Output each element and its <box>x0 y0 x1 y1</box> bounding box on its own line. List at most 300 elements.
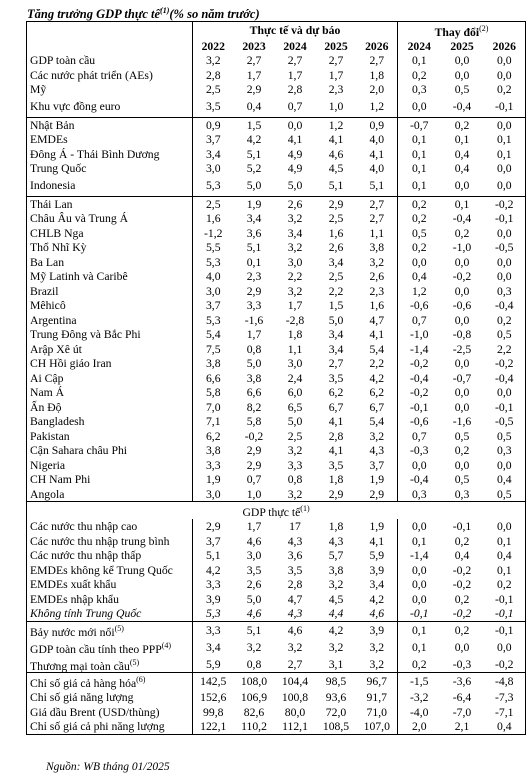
value-cell: 3,3 <box>205 578 221 592</box>
section-subheader-body <box>27 502 526 519</box>
header-actual-forecast: Thực tế và dự báo <box>193 22 398 39</box>
change-cell: 0,0 <box>484 117 526 132</box>
value-cell: 5,1 <box>205 549 221 563</box>
value-cell: 3,0 <box>287 357 303 371</box>
change-cell: 0,0 <box>484 68 526 83</box>
value-cell: 5,0 <box>246 592 262 606</box>
gdp-growth-table <box>26 21 526 735</box>
value-cell: 4,1 <box>357 327 398 342</box>
value-cell: 5,4 <box>357 342 398 357</box>
value-cell: 0,8 <box>246 657 262 671</box>
header-year-actual: 2026 <box>357 39 398 54</box>
value-cell: 3,4 <box>328 328 344 342</box>
value-cell: 2,6 <box>328 241 344 255</box>
value-cell: 3,2 <box>357 639 398 656</box>
change-cell: 0,4 <box>454 162 470 176</box>
value-cell: 3,4 <box>205 147 221 161</box>
row-label: Giá dầu Brent (USD/thùng) <box>27 705 193 720</box>
change-cell: 0,0 <box>484 255 526 270</box>
value-cell: 3,2 <box>328 578 344 592</box>
table-row <box>27 472 526 487</box>
change-cell: -6,4 <box>452 691 472 705</box>
change-cell: 0,0 <box>454 54 470 68</box>
value-cell: 5,7 <box>328 549 344 563</box>
change-cell: 0,1 <box>411 179 427 193</box>
value-cell: 4,4 <box>328 607 344 621</box>
value-cell: 2,3 <box>357 284 398 299</box>
value-cell: 5,1 <box>234 621 275 638</box>
value-cell: 2,7 <box>246 54 262 68</box>
value-cell: 71,0 <box>357 705 398 720</box>
table-row <box>27 719 526 734</box>
change-cell: -1,0 <box>452 241 472 255</box>
value-cell: 6,5 <box>287 400 303 414</box>
value-cell: 3,0 <box>205 284 221 298</box>
change-cell: -1,5 <box>398 673 441 690</box>
value-cell: 110,2 <box>234 719 275 734</box>
change-cell: 0,0 <box>454 284 470 298</box>
value-cell: 1,2 <box>357 97 398 118</box>
change-cell: 0,0 <box>454 400 470 414</box>
value-cell: 5,9 <box>357 548 398 563</box>
change-cell: 0,2 <box>484 82 526 97</box>
value-cell: 3,9 <box>357 563 398 578</box>
change-cell: 0,0 <box>454 458 470 472</box>
table-row <box>27 97 526 118</box>
value-cell: 106,9 <box>240 691 268 705</box>
value-cell: 4,0 <box>357 161 398 176</box>
table-row <box>27 196 526 211</box>
header-year-change: 2024 <box>407 39 431 53</box>
value-cell: 3,1 <box>328 657 344 671</box>
value-cell: 2,7 <box>328 357 344 371</box>
row-label: Chỉ số giá năng lượng <box>27 690 193 705</box>
change-cell: 0,7 <box>411 313 427 327</box>
change-cell: -0,2 <box>410 357 429 371</box>
value-cell: 2,7 <box>287 657 303 671</box>
row-label: EMDEs không kể Trung Quốc <box>27 563 193 578</box>
table-row <box>27 313 526 328</box>
change-cell: -0,1 <box>484 592 526 607</box>
value-cell: 2,8 <box>287 578 303 592</box>
value-cell: 2,5 <box>287 429 303 443</box>
change-cell: 0,4 <box>411 270 427 284</box>
value-cell: 4,7 <box>357 313 398 328</box>
value-cell: 3,2 <box>205 54 221 68</box>
value-cell: 3,0 <box>246 549 262 563</box>
change-cell: 0,4 <box>454 549 470 563</box>
value-cell: 4,5 <box>328 162 344 176</box>
value-cell: 4,1 <box>328 415 344 429</box>
value-cell: 3,8 <box>246 371 262 385</box>
value-cell: 3,8 <box>357 240 398 255</box>
change-cell: -0,6 <box>452 299 472 313</box>
title-footnote: (1) <box>160 6 170 15</box>
value-cell: 108,5 <box>316 719 357 734</box>
value-cell: 8,2 <box>246 400 262 414</box>
change-cell: 0,4 <box>484 719 526 734</box>
change-cell: -0,3 <box>452 657 472 671</box>
change-cell: 0,5 <box>411 226 427 240</box>
change-cell: 0,2 <box>411 212 427 226</box>
value-cell: 3,4 <box>287 226 303 240</box>
row-label: Các nước thu nhập trung bình <box>27 534 193 549</box>
value-cell: 2,7 <box>357 196 398 211</box>
value-cell: 3,2 <box>357 255 398 270</box>
value-cell: 4,2 <box>357 592 398 607</box>
table-row <box>27 342 526 357</box>
row-label: GDP toàn cầu tính theo PPP$^{(4)}$ <box>27 639 193 656</box>
value-cell: 2,2 <box>328 284 344 298</box>
row-label: CH Nam Phi <box>27 472 193 487</box>
row-label: Ba Lan <box>27 255 193 270</box>
value-cell: 4,6 <box>246 607 262 621</box>
value-cell: 0,1 <box>246 255 262 269</box>
table-row <box>27 117 526 132</box>
table-row <box>27 487 526 502</box>
table-row <box>27 211 526 226</box>
value-cell: 1,5 <box>328 299 344 313</box>
value-cell: 3,2 <box>287 212 303 226</box>
change-cell: -0,1 <box>484 211 526 226</box>
change-cell: 0,0 <box>454 68 470 82</box>
header-year-label-cell <box>27 39 193 54</box>
change-cell: -0,2 <box>410 386 429 400</box>
value-cell: 3,9 <box>357 621 398 638</box>
value-cell: 7,1 <box>205 415 221 429</box>
value-cell: 3,7 <box>357 458 398 473</box>
value-cell: 4,3 <box>287 534 303 548</box>
section-main-body <box>27 53 526 502</box>
change-cell: -0,4 <box>452 100 472 114</box>
value-cell: 6,2 <box>357 385 398 400</box>
change-cell: 0,0 <box>484 458 526 473</box>
value-cell: 91,7 <box>357 690 398 705</box>
title-text: Tăng trưởng GDP thực tế <box>27 7 161 22</box>
table-row <box>27 82 526 97</box>
value-cell: 5,1 <box>246 241 262 255</box>
value-cell: 100,8 <box>281 691 309 705</box>
value-cell: 5,5 <box>205 241 221 255</box>
value-cell: 1,6 <box>328 226 344 240</box>
table-row <box>27 176 526 197</box>
change-cell: 0,0 <box>484 176 526 197</box>
table-row <box>27 563 526 578</box>
value-cell: 2,2 <box>357 356 398 371</box>
row-label: Arập Xê út <box>27 342 193 357</box>
value-cell: 2,7 <box>287 54 303 68</box>
change-cell: 0,1 <box>484 534 526 549</box>
value-cell: 1,8 <box>357 68 398 83</box>
value-cell: 6,7 <box>357 400 398 415</box>
table-row <box>27 705 526 720</box>
table-row <box>27 639 526 656</box>
table-row <box>27 621 526 638</box>
row-label: Angola <box>27 487 193 502</box>
change-cell: -0,2 <box>452 578 472 592</box>
value-cell: 7,0 <box>205 400 221 414</box>
value-cell: 5,0 <box>328 313 344 327</box>
row-label: Nigeria <box>27 458 193 473</box>
title-suffix: (% so năm trước) <box>169 7 260 22</box>
row-label: EMDEs <box>27 132 193 147</box>
change-cell: -0,1 <box>410 607 429 621</box>
change-cell: -0,4 <box>484 371 526 386</box>
change-cell: -0,1 <box>484 621 526 638</box>
change-cell: 1,2 <box>411 284 427 298</box>
value-cell: 3,4 <box>246 212 262 226</box>
value-cell: 7,5 <box>205 342 221 356</box>
change-cell: -3,6 <box>441 673 484 690</box>
change-cell: 0,0 <box>484 519 526 534</box>
value-cell: 2,0 <box>357 82 398 97</box>
row-label: Khu vực đồng euro <box>27 97 193 118</box>
value-cell: -1,2 <box>203 226 223 240</box>
change-cell: 0,0 <box>411 255 427 269</box>
value-cell: 2,6 <box>357 269 398 284</box>
value-cell: 0,8 <box>287 473 303 487</box>
table-row <box>27 240 526 255</box>
table-row <box>27 68 526 83</box>
value-cell: 152,6 <box>200 691 227 705</box>
value-cell: 3,2 <box>357 429 398 444</box>
value-cell: 4,1 <box>328 444 344 458</box>
table-row <box>27 414 526 429</box>
change-cell: -1,4 <box>410 549 429 563</box>
value-cell: 3,7 <box>205 534 221 548</box>
change-cell: 0,1 <box>484 147 526 162</box>
value-cell: 93,6 <box>325 691 347 705</box>
value-cell: 1,7 <box>246 520 262 534</box>
change-cell: 0,0 <box>454 640 470 654</box>
value-cell: 1,5 <box>234 117 275 132</box>
value-cell: 17 <box>289 520 301 534</box>
value-cell: 2,9 <box>246 458 262 472</box>
value-cell: 4,3 <box>328 534 344 548</box>
change-cell: 0,2 <box>484 577 526 592</box>
row-label: Ấn Độ <box>27 400 193 415</box>
change-cell: -4,0 <box>410 705 429 719</box>
table-row <box>27 519 526 534</box>
value-cell: 2,8 <box>287 83 303 97</box>
value-cell: 2,4 <box>287 371 303 385</box>
value-cell: 0,4 <box>246 100 262 114</box>
table-row <box>27 577 526 592</box>
change-cell: -3,2 <box>410 691 429 705</box>
row-label: Indonesia <box>27 176 193 197</box>
row-label: Các nước thu nhập thấp <box>27 548 193 563</box>
value-cell: 3,2 <box>357 656 398 673</box>
value-cell: 4,1 <box>328 133 344 147</box>
change-cell: 0,3 <box>454 487 470 501</box>
change-cell: 0,0 <box>411 520 427 534</box>
value-cell: 1,0 <box>246 487 262 501</box>
table-row <box>27 400 526 415</box>
value-cell: 5,0 <box>287 179 303 193</box>
value-cell: 2,8 <box>328 429 344 443</box>
header-label-cell <box>27 22 193 39</box>
value-cell: 3,7 <box>205 299 221 313</box>
change-cell: 0,2 <box>454 592 470 606</box>
header-year-row <box>27 39 526 54</box>
change-cell: 2,2 <box>484 342 526 357</box>
change-cell: 0,2 <box>441 117 484 132</box>
value-cell: 80,0 <box>284 705 306 719</box>
value-cell: 3,4 <box>357 577 398 592</box>
change-cell: 0,2 <box>454 444 470 458</box>
change-cell: -0,4 <box>452 212 472 226</box>
table-row <box>27 371 526 386</box>
change-cell: 0,2 <box>411 657 427 671</box>
value-cell: 2,9 <box>205 520 221 534</box>
change-cell: 0,1 <box>411 133 427 147</box>
value-cell: 3,8 <box>205 357 221 371</box>
value-cell: 142,5 <box>193 673 234 690</box>
table-row <box>27 534 526 549</box>
value-cell: 3,3 <box>205 458 221 472</box>
change-cell: 0,0 <box>454 386 470 400</box>
change-cell: -0,2 <box>484 656 526 673</box>
value-cell: 108,0 <box>234 673 275 690</box>
row-label: Argentina <box>27 313 193 328</box>
row-label: CH Hồi giáo Iran <box>27 356 193 371</box>
change-cell: -0,4 <box>410 473 429 487</box>
value-cell: 0,7 <box>246 473 262 487</box>
value-cell: 1,2 <box>316 117 357 132</box>
change-cell: 0,1 <box>411 534 427 548</box>
value-cell: 3,2 <box>287 640 303 654</box>
value-cell: 2,7 <box>357 211 398 226</box>
value-cell: 0,9 <box>193 117 234 132</box>
value-cell: 3,2 <box>287 444 303 458</box>
value-cell: 98,5 <box>316 673 357 690</box>
change-cell: 0,4 <box>484 472 526 487</box>
change-cell: 0,3 <box>484 284 526 299</box>
header-group-row <box>27 22 526 39</box>
value-cell: 5,2 <box>246 162 262 176</box>
row-label: Châu Âu và Trung Á <box>27 211 193 226</box>
value-cell: 1,9 <box>205 473 221 487</box>
value-cell: 4,9 <box>287 147 303 161</box>
value-cell: 5,1 <box>328 179 344 193</box>
value-cell: 2,9 <box>357 487 398 502</box>
value-cell: 4,6 <box>328 147 344 161</box>
table-row <box>27 458 526 473</box>
value-cell: 99,8 <box>203 705 224 719</box>
row-label: Các nước phát triển (AEs) <box>27 68 193 83</box>
change-cell: 0,1 <box>411 54 427 68</box>
change-cell: 0,0 <box>484 385 526 400</box>
change-cell: 0,0 <box>484 226 526 241</box>
row-label: EMDEs xuất khẩu <box>27 577 193 592</box>
change-cell: 0,0 <box>454 357 470 371</box>
change-cell: 0,2 <box>454 226 470 240</box>
value-cell: 3,5 <box>328 458 344 472</box>
value-cell: 2,5 <box>328 212 344 226</box>
change-cell: 0,0 <box>454 313 470 327</box>
change-cell: 0,0 <box>484 269 526 284</box>
row-label: Nam Á <box>27 385 193 400</box>
row-label: Chỉ số giá cả hàng hóa$^{(6)}$ <box>27 673 193 690</box>
value-cell: 4,1 <box>287 133 303 147</box>
row-label: Không tính Trung Quốc <box>27 606 193 621</box>
value-cell: 6,7 <box>328 400 344 414</box>
value-cell: 5,0 <box>246 179 262 193</box>
table-row <box>27 255 526 270</box>
header-year-actual: 2022 <box>201 39 225 53</box>
value-cell: 3,8 <box>328 563 344 577</box>
change-cell: -0,1 <box>410 400 429 414</box>
table-row <box>27 298 526 313</box>
value-cell: 1,6 <box>357 298 398 313</box>
change-cell: 0,0 <box>411 578 427 592</box>
value-cell: 5,8 <box>205 386 221 400</box>
value-cell: 5,3 <box>205 179 221 193</box>
value-cell: 3,3 <box>287 458 303 472</box>
table-row <box>27 429 526 444</box>
header-year-actual: 2023 <box>242 39 266 53</box>
change-cell: -0,2 <box>484 356 526 371</box>
change-cell: 0,5 <box>454 83 470 97</box>
value-cell: 0,0 <box>275 117 316 132</box>
change-cell: 0,2 <box>454 534 470 548</box>
header-year-actual: 2024 <box>283 39 307 53</box>
value-cell: 3,2 <box>287 284 303 298</box>
value-cell: 0,7 <box>287 100 303 114</box>
change-cell: 0,1 <box>484 563 526 578</box>
value-cell: 6,6 <box>205 371 221 385</box>
row-label: Cận Sahara châu Phi <box>27 443 193 458</box>
table-row <box>27 226 526 241</box>
section-income-body <box>27 519 526 734</box>
value-cell: 3,0 <box>287 255 303 269</box>
row-label: Các nước thu nhập cao <box>27 519 193 534</box>
row-label: Mỹ <box>27 82 193 97</box>
value-cell: 4,3 <box>287 607 303 621</box>
table-row <box>27 161 526 176</box>
table-row <box>27 690 526 705</box>
change-cell: 0,5 <box>484 487 526 502</box>
row-label: Chỉ số giá cả phi năng lượng <box>27 719 193 734</box>
change-cell: 0,5 <box>454 473 470 487</box>
table-row <box>27 132 526 147</box>
value-cell: 3,6 <box>246 226 262 240</box>
value-cell: 5,8 <box>246 415 262 429</box>
change-cell: 0,0 <box>411 100 427 114</box>
change-cell: 0,1 <box>411 147 427 161</box>
value-cell: 1,9 <box>357 472 398 487</box>
value-cell: 3,5 <box>328 371 344 385</box>
value-cell: 3,4 <box>328 255 344 269</box>
change-cell: 0,2 <box>398 196 441 211</box>
value-cell: 0,8 <box>246 342 262 356</box>
value-cell: 4,2 <box>316 621 357 638</box>
change-cell: 0,7 <box>411 429 427 443</box>
row-label: Thái Lan <box>27 196 193 211</box>
section2-header-row <box>27 502 526 519</box>
table-row <box>27 356 526 371</box>
value-cell: 4,5 <box>328 592 344 606</box>
value-cell: 4,6 <box>246 534 262 548</box>
value-cell: 1,7 <box>246 328 262 342</box>
value-cell: 1,7 <box>287 68 303 82</box>
change-cell: 0,4 <box>454 147 470 161</box>
change-cell: -0,4 <box>410 371 429 385</box>
change-cell: -0,7 <box>398 117 441 132</box>
value-cell: 104,4 <box>275 673 316 690</box>
value-cell: 122,1 <box>193 719 234 734</box>
table-row <box>27 327 526 342</box>
